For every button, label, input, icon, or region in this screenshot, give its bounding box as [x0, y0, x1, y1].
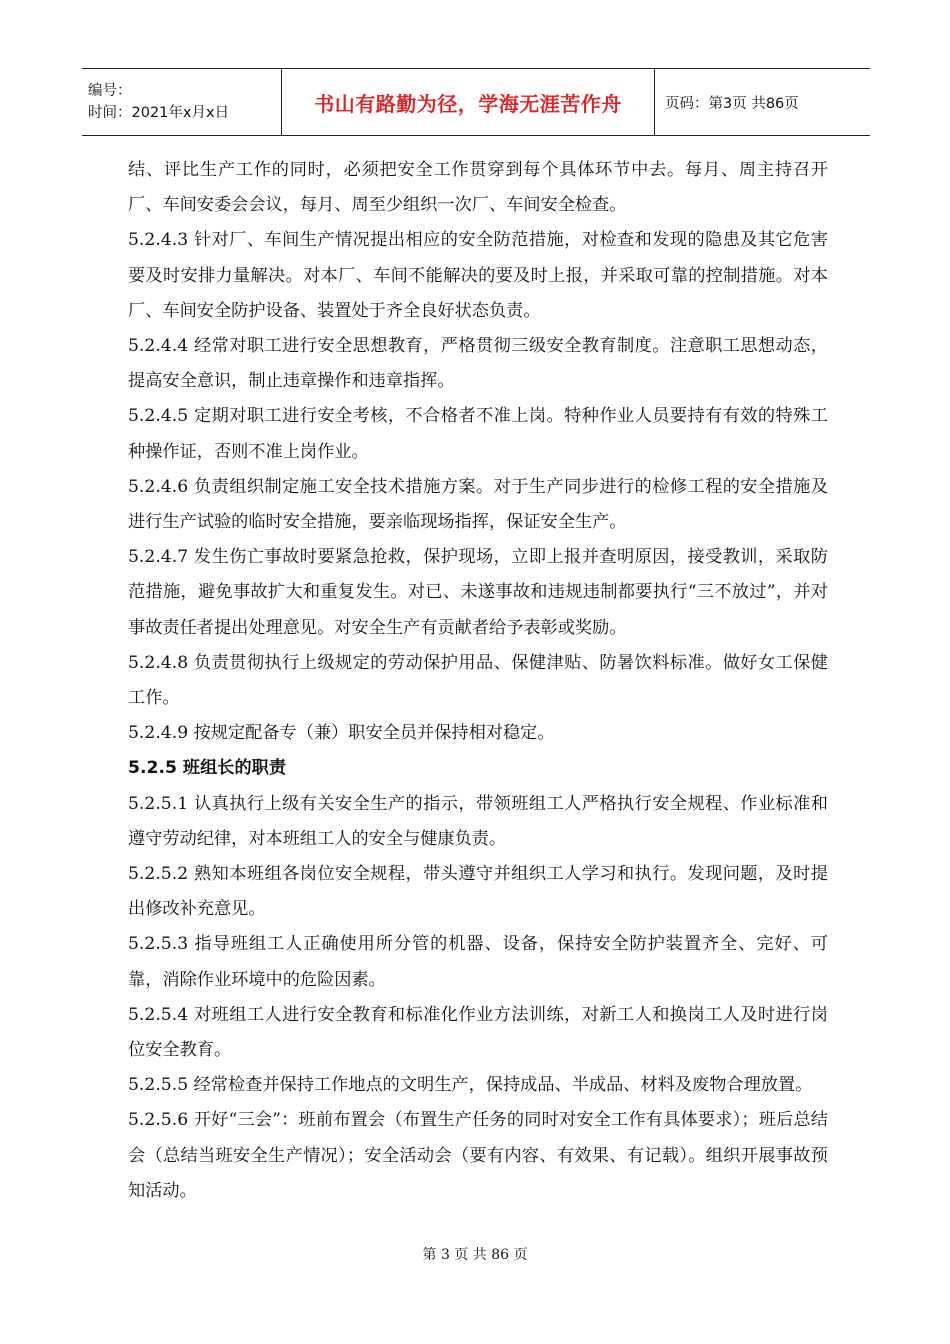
header-motto: 书山有路勤为径，学海无涯苦作舟: [282, 69, 655, 135]
document-time-label: 时间：2021年x月x日: [88, 105, 230, 121]
header-page-info: 页码：第3页 共86页: [665, 95, 799, 112]
document-body: [128, 153, 828, 1209]
paragraph: 5.2.5.4 对班组工人进行安全教育和标准化作业方法训练，对新工人和换岗工人及时进行岗位安全教育。: [128, 1004, 828, 1061]
paragraph: 5.2.4.6 负责组织制定施工安全技术措施方案。对于生产同步进行的检修工程的安全措施及进行生产试验的临时安全措施，要亲临现场指挥，保证安全生产。: [128, 476, 828, 533]
section-heading: 5.2.5 班组长的职责: [128, 758, 287, 779]
paragraph: 5.2.5.1 认真执行上级有关安全生产的指示，带领班组工人严格执行安全规程、作业标准和遵守劳动纪律，对本班组工人的安全与健康负责。: [128, 793, 828, 849]
paragraph: 结、评比生产工作的同时，必须把安全工作贯穿到每个具体环节中去。每月、周主持召开厂、车间安委会会议，每月、周至少组织一次厂、车间安全检查。: [128, 160, 828, 216]
document-number-label: 编号：: [88, 83, 132, 99]
paragraph: 5.2.5.6 开好“三会”：班前布置会（布置生产任务的同时对安全工作有具体要求）；班后总结会（总结当班安全生产情况）；安全活动会（要有内容、有效果、有记载）。组织开展事故预知活动。: [128, 1110, 828, 1201]
header-meta-cell: [82, 69, 282, 135]
paragraph: 5.2.4.5 定期对职工进行安全考核，不合格者不准上岗。特种作业人员要持有有效的特殊工种操作证，否则不准上岗作业。: [128, 406, 828, 462]
document-header: [82, 68, 870, 136]
page-footer: 第 3 页 共 86 页: [422, 1247, 528, 1263]
paragraph: 5.2.4.3 针对厂、车间生产情况提出相应的安全防范措施，对检查和发现的隐患及其它危害要及时安排力量解决。对本厂、车间不能解决的要及时上报，并采取可靠的控制措施。对本厂、车间安全防护设备、装置处于齐全良好状态负责。: [128, 230, 828, 321]
paragraph: 5.2.4.8 负责贯彻执行上级规定的劳动保护用品、保健津贴、防暑饮料标准。做好女工保健工作。: [128, 652, 828, 709]
paragraph: 5.2.5.3 指导班组工人正确使用所分管的机器、设备，保持安全防护装置齐全、完好、可靠，消除作业环境中的危险因素。: [128, 934, 828, 990]
paragraph: 5.2.5.5 经常检查并保持工作地点的文明生产，保持成品、半成品、材料及废物合理放置。: [128, 1075, 813, 1096]
paragraph: 5.2.4.7 发生伤亡事故时要紧急抢救，保护现场，立即上报并查明原因，接受教训，采取防范措施，避免事故扩大和重复发生。对已、未遂事故和违规违制都要执行“三不放过”，并对事故责任者提出处理意见。对安全生产有贡献者给予表彰或奖励。: [128, 547, 828, 638]
paragraph: 5.2.4.9 按规定配备专（兼）职安全员并保持相对稳定。: [128, 723, 555, 744]
paragraph: 5.2.5.2 熟知本班组各岗位安全规程，带头遵守并组织工人学习和执行。发现问题，及时提出修改补充意见。: [128, 864, 828, 920]
paragraph: 5.2.4.4 经常对职工进行安全思想教育，严格贯彻三级安全教育制度。注意职工思想动态，提高安全意识，制止违章操作和违章指挥。: [128, 336, 828, 392]
